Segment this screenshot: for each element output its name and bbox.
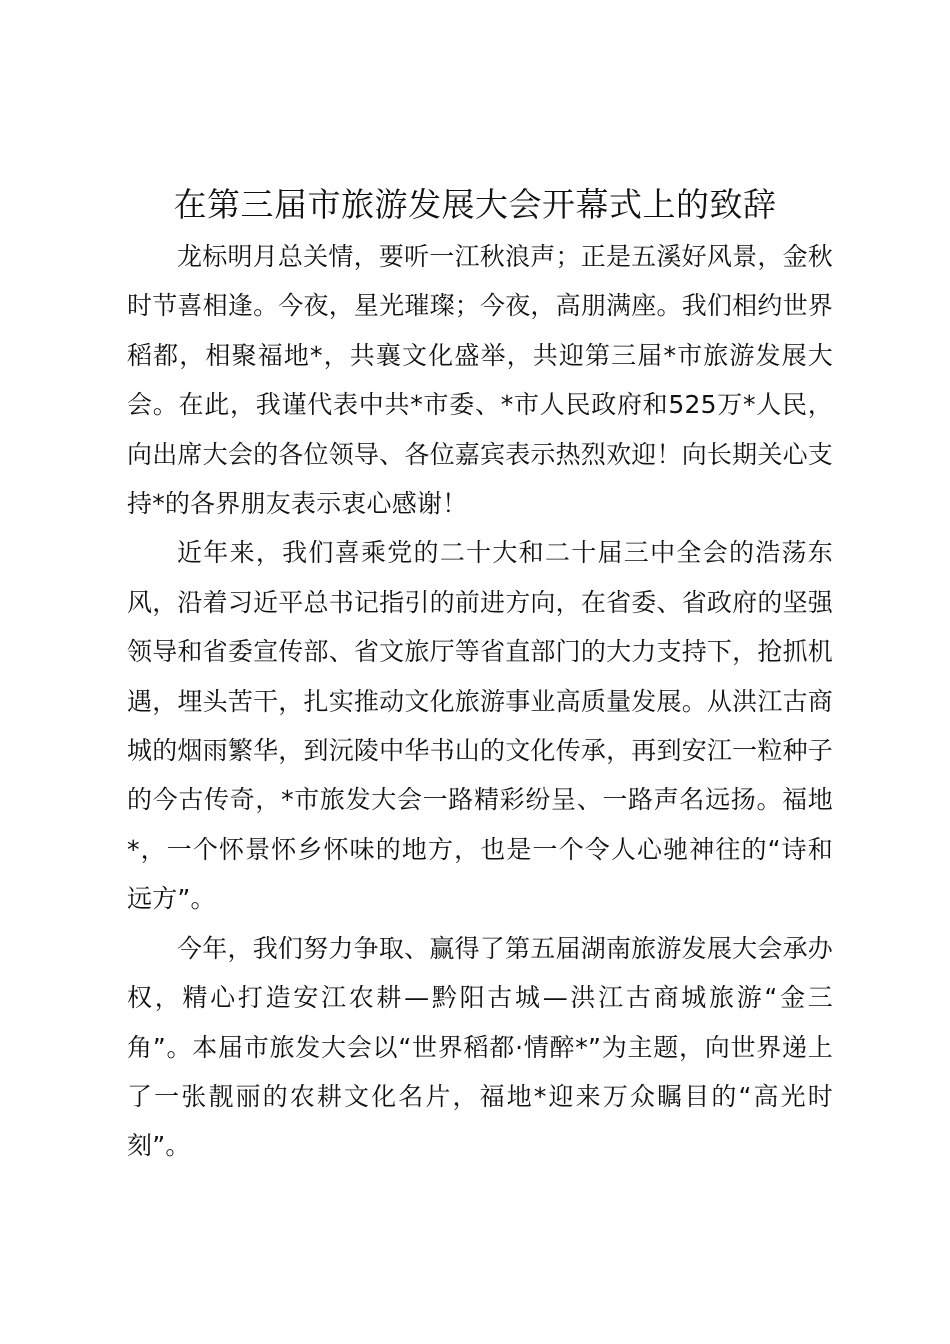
document-title: 在第三届市旅游发展大会开幕式上的致辞	[173, 185, 777, 224]
paragraph-2: 近年来，我们喜乘党的二十大和二十届三中全会的浩荡东风，沿着习近平总书记指引的前进方向，在省委、省政府的坚强领导和省委宣传部、省文旅厅等省直部门的大力支持下，抢抓机遇，埋头苦干，扎实推动文化旅游事业高质量发展。从洪江古商城的烟雨繁华，到沅陵中华书山的文化传承，再到安江一粒种子的今古传奇，*市旅发大会一路精彩纷呈、一路声名远扬。福地*，一个怀景怀乡怀味的地方，也是一个令人心驰神往的“诗和远方”。	[127, 538, 833, 914]
paragraph-3: 今年，我们努力争取、赢得了第五届湖南旅游发展大会承办权，精心打造安江农耕—黔阳古城—洪江古商城旅游“金三角”。本届市旅发大会以“世界稻都·情醉*”为主题，向世界递上了一张靓丽的农耕文化名片，福地*迎来万众瞩目的“高光时刻”。	[127, 933, 833, 1161]
document-body	[127, 232, 833, 1171]
paragraph-1: 龙标明月总关情，要听一江秋浪声；正是五溪好风景，金秋时节喜相逢。今夜，星光璀璨；今夜，高朋满座。我们相约世界稻都，相聚福地*，共襄文化盛举，共迎第三届*市旅游发展大会。在此，我谨代表中共*市委、*市人民政府和525万*人民，向出席大会的各位领导、各位嘉宾表示热烈欢迎！向长期关心支持*的各界朋友表示衷心感谢！	[127, 242, 833, 519]
